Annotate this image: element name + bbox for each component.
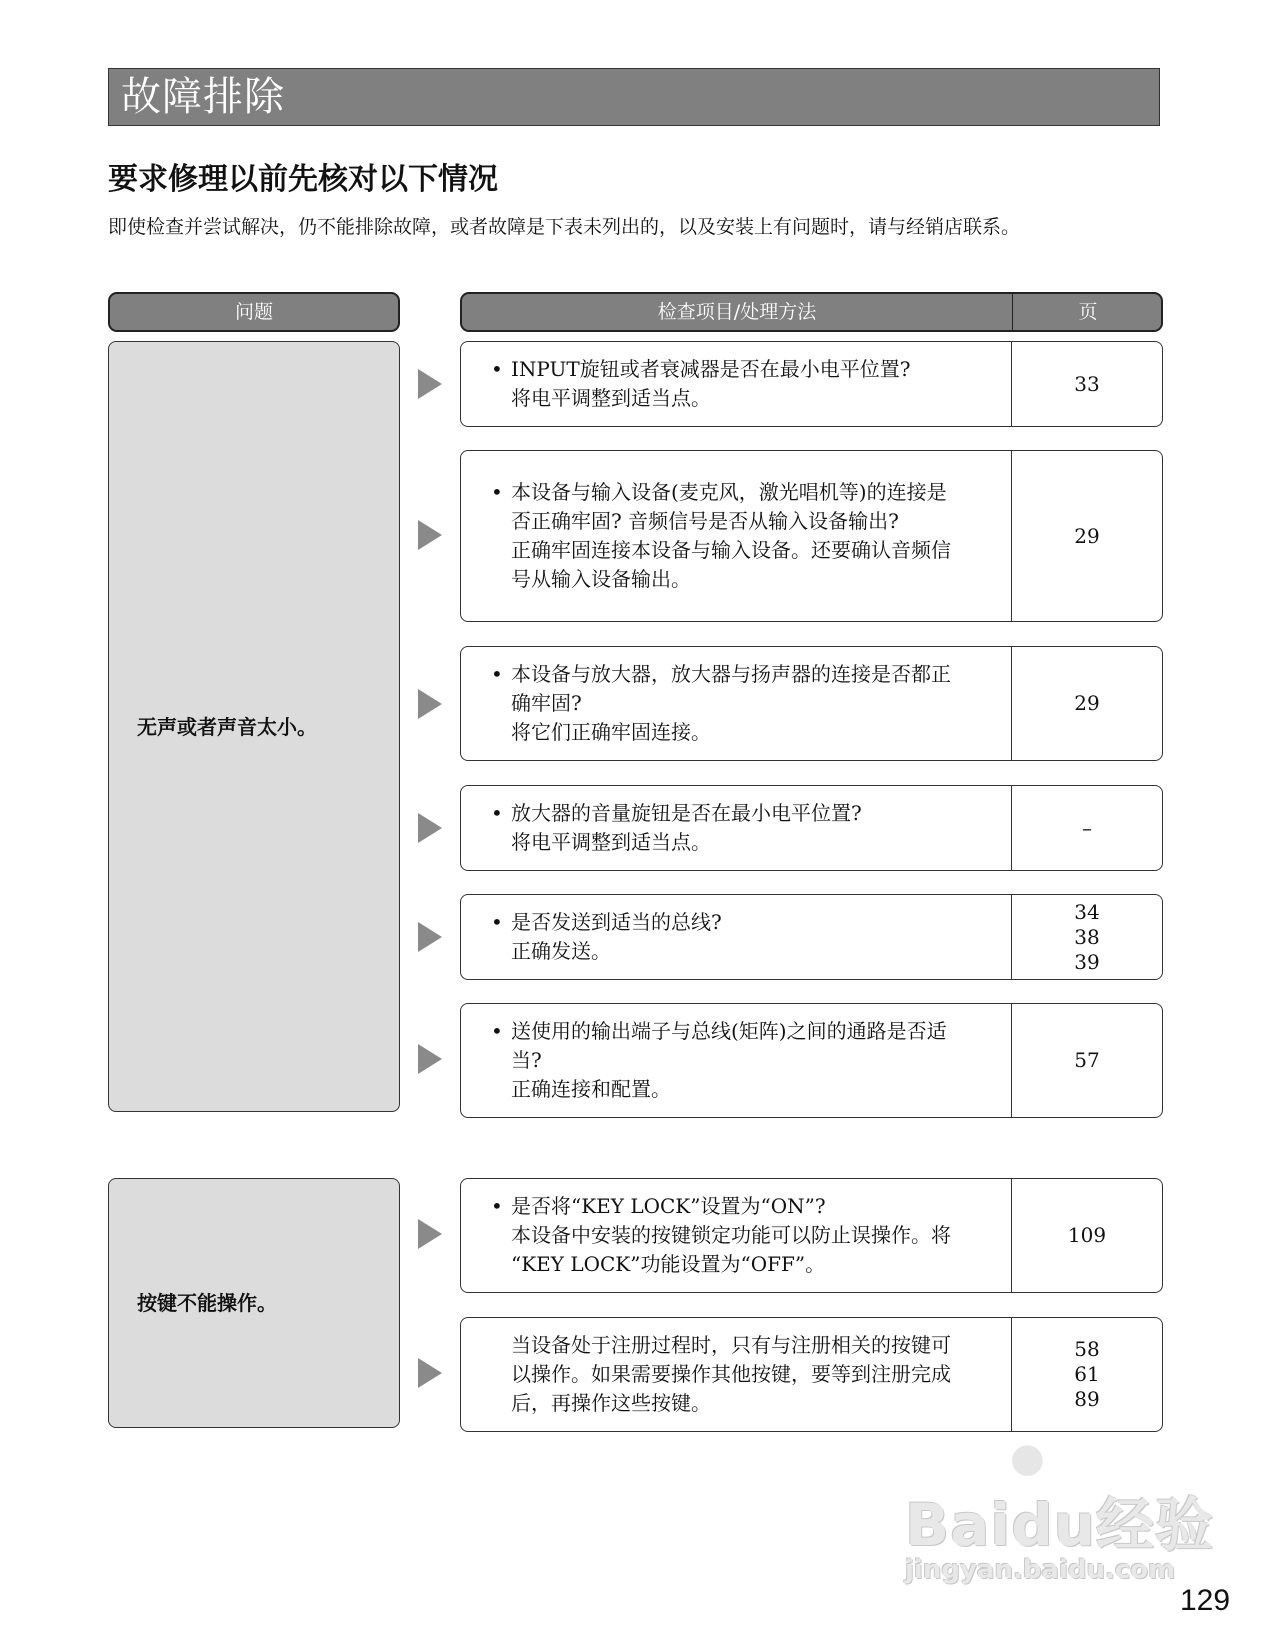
arrow-icon [418, 813, 442, 843]
check-line: 是否将“KEY LOCK”设置为“ON”? [511, 1194, 826, 1218]
watermark-logo: Baidu经验 [905, 1491, 1215, 1559]
check-row [460, 1317, 1163, 1432]
check-row [460, 1003, 1163, 1118]
check-line: 正确连接和配置。 [511, 1077, 671, 1101]
title-bar [108, 68, 1160, 126]
check-text [491, 786, 1001, 870]
page-ref [1012, 1004, 1162, 1117]
column-header-problem: 问题 [108, 292, 400, 332]
page-ref [1012, 895, 1162, 979]
check-row [460, 646, 1163, 761]
page-ref [1012, 1179, 1162, 1292]
page-ref-number: – [1082, 815, 1092, 840]
check-text [491, 1179, 1001, 1292]
arrow-icon [418, 520, 442, 550]
paw-icon: ● [1010, 1435, 1045, 1481]
check-line: 放大器的音量旋钮是否在最小电平位置? [511, 801, 862, 825]
check-text [491, 1004, 1001, 1117]
column-header-check-label: 检查项目/处理方法 [657, 301, 817, 323]
problem-text: 无声或者声音太小。 [137, 715, 317, 739]
check-line: 确牢固? [511, 691, 582, 715]
arrow-icon [418, 1044, 442, 1074]
section-subtitle: 要求修理以前先核对以下情况 [108, 162, 498, 197]
arrow-icon [418, 369, 442, 399]
page-ref [1012, 786, 1162, 870]
bullet-icon: • [491, 910, 503, 934]
check-line: 是否发送到适当的总线? [511, 910, 722, 934]
page-ref-number: 39 [1074, 949, 1100, 974]
check-row [460, 785, 1163, 871]
problem-cell [108, 341, 400, 1112]
check-line: 送使用的输出端子与总线(矩阵)之间的通路是否适 [511, 1019, 947, 1043]
watermark-url: jingyan.baidu.com [905, 1555, 1176, 1585]
page-ref-number: 34 [1074, 899, 1100, 924]
check-text [491, 1318, 1001, 1431]
bullet-icon: • [491, 801, 503, 825]
page-ref-number: 61 [1074, 1362, 1100, 1386]
bullet-icon: • [491, 357, 503, 381]
check-line: 当? [511, 1048, 542, 1072]
page-ref [1012, 647, 1162, 760]
arrow-icon [418, 689, 442, 719]
check-line: INPUT旋钮或者衰减器是否在最小电平位置? [511, 357, 911, 381]
check-line: “KEY LOCK”功能设置为“OFF”。 [511, 1252, 826, 1276]
check-text [491, 647, 1001, 760]
check-text [491, 895, 1001, 979]
page-number: 129 [1180, 1584, 1231, 1617]
check-row [460, 450, 1163, 622]
check-line: 否正确牢固? 音频信号是否从输入设备输出? [511, 509, 899, 533]
check-line: 将电平调整到适当点。 [511, 830, 711, 854]
page-ref-number: 29 [1074, 691, 1100, 715]
check-row [460, 894, 1163, 980]
arrow-icon [418, 922, 442, 952]
check-row [460, 341, 1163, 427]
page-title: 故障排除 [121, 74, 285, 120]
page-ref-number: 29 [1074, 523, 1100, 548]
check-line: 正确发送。 [511, 939, 611, 963]
page-ref-number: 109 [1067, 1223, 1107, 1247]
check-line: 本设备中安装的按键锁定功能可以防止误操作。将 [511, 1223, 951, 1247]
check-row [460, 1178, 1163, 1293]
page-ref [1012, 1318, 1162, 1431]
check-line: 号从输入设备输出。 [511, 567, 691, 591]
check-line: 当设备处于注册过程时，只有与注册相关的按键可 [511, 1333, 951, 1357]
intro-text: 即使检查并尝试解决，仍不能排除故障，或者故障是下表未列出的，以及安装上有问题时，请与经销店联系。 [108, 216, 1021, 238]
page-ref-number: 57 [1074, 1048, 1100, 1072]
page-ref [1012, 451, 1162, 621]
page-ref-number: 33 [1074, 371, 1100, 396]
check-line: 本设备与放大器，放大器与扬声器的连接是否都正 [511, 662, 951, 686]
problem-text: 按键不能操作。 [137, 1291, 277, 1315]
check-line: 正确牢固连接本设备与输入设备。还要确认音频信 [511, 538, 951, 562]
bullet-icon: • [491, 480, 503, 504]
check-line: 将电平调整到适当点。 [511, 386, 711, 410]
page-ref-number: 89 [1074, 1387, 1100, 1411]
arrow-icon [418, 1219, 442, 1249]
page-ref-number: 58 [1074, 1337, 1100, 1361]
column-header-check [460, 292, 1163, 332]
bullet-icon: • [491, 662, 503, 686]
check-line: 以操作。如果需要操作其他按键，要等到注册完成 [511, 1362, 951, 1386]
column-header-page-label: 页 [1078, 301, 1098, 323]
bullet-icon: • [491, 1194, 503, 1218]
bullet-icon: • [491, 1019, 503, 1043]
page-ref-number: 38 [1074, 924, 1100, 949]
check-text [491, 451, 1001, 621]
page-ref [1012, 342, 1162, 426]
problem-cell [108, 1178, 400, 1428]
check-line: 本设备与输入设备(麦克风，激光唱机等)的连接是 [511, 480, 947, 504]
arrow-icon [418, 1358, 442, 1388]
check-text [491, 342, 1001, 426]
check-line: 后，再操作这些按键。 [511, 1391, 711, 1415]
check-line: 将它们正确牢固连接。 [511, 720, 711, 744]
